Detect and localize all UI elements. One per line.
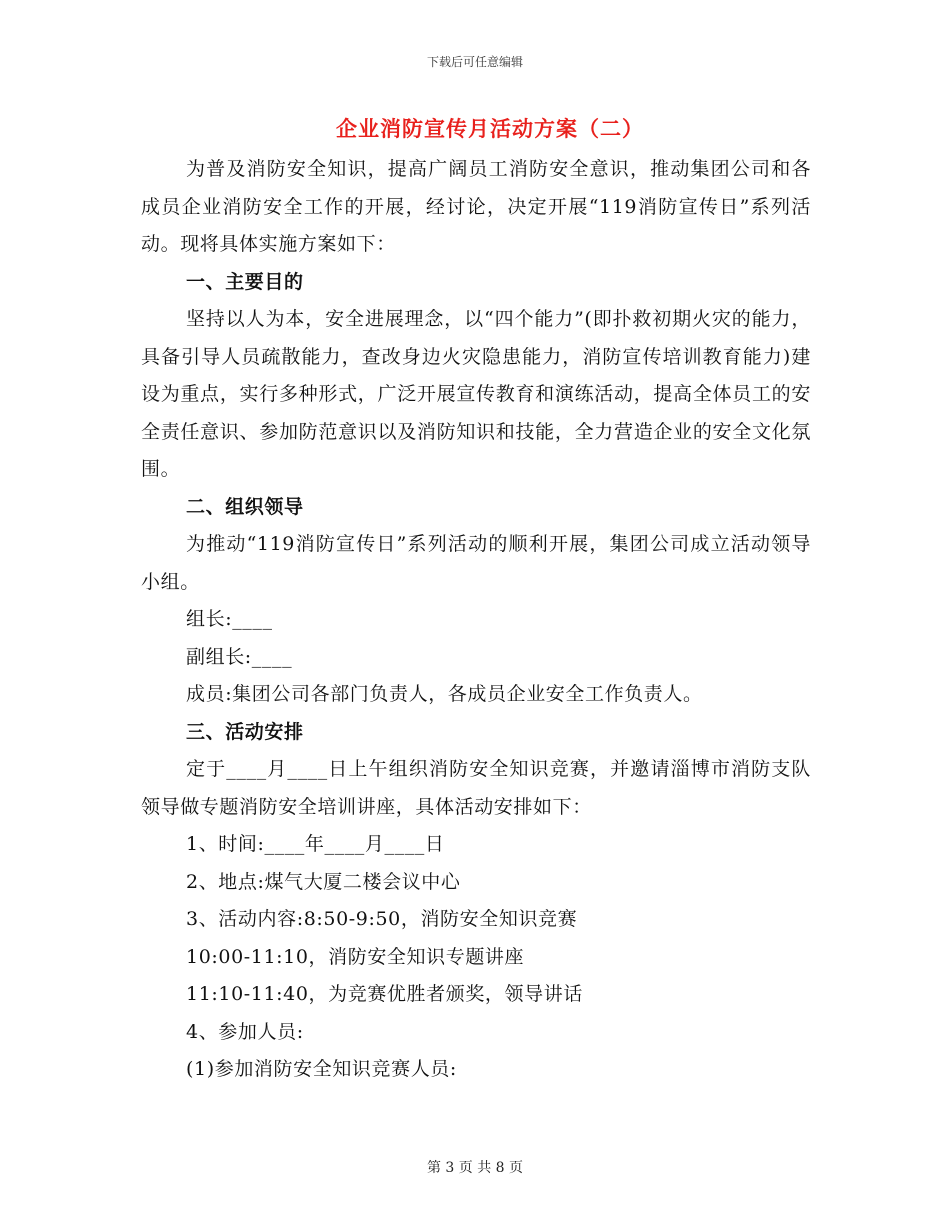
section-heading-organization: 二、组织领导: [186, 495, 304, 518]
header-note: 下载后可任意编辑: [426, 55, 523, 69]
schedule-item-location: 2、地点:煤气大厦二楼会议中心: [186, 870, 461, 893]
schedule-item-award: 11:10-11:40，为竞赛优胜者颁奖，领导讲话: [186, 983, 583, 1005]
page-number: 第 3 页 共 8 页: [426, 1160, 524, 1176]
members-line: 成员:集团公司各部门负责人，各成员企业安全工作负责人。: [186, 683, 703, 705]
organization-paragraph: 为推动“119消防宣传日”系列活动的顺利开展，集团公司成立活动领导小组。: [141, 533, 811, 593]
purpose-paragraph: 坚持以人为本，安全进展理念，以“四个能力”(即扑救初期火灾的能力，具备引导人员疏散能力，查改身边火灾隐患能力，消防宣传培训教育能力)建设为重点，实行多种形式，广泛开展宣传教育和演练活动，提高全体员工的安全责任意识、参加防范意识以及消防知识和技能，全力营造企业的安全文化氛围。: [141, 308, 811, 480]
leader-line: 组长:____: [186, 608, 273, 630]
section-heading-purpose: 一、主要目的: [186, 270, 304, 293]
schedule-paragraph: 定于____月____日上午组织消防安全知识竞赛，并邀请淄博市消防支队领导做专题消防安全培训讲座，具体活动安排如下：: [141, 758, 811, 818]
intro-paragraph: 为普及消防安全知识，提高广阔员工消防安全意识，推动集团公司和各成员企业消防安全工作的开展，经讨论，决定开展“119消防宣传日”系列活动。现将具体实施方案如下：: [141, 158, 811, 255]
schedule-item-participants: 4、参加人员:: [186, 1020, 304, 1043]
schedule-item-time: 1、时间:____年____月____日: [186, 833, 445, 855]
schedule-item-content: 3、活动内容:8:50-9:50，消防安全知识竞赛: [186, 908, 578, 930]
section-heading-schedule: 三、活动安排: [186, 720, 304, 743]
participants-subitem: (1)参加消防安全知识竞赛人员:: [186, 1058, 457, 1080]
deputy-leader-line: 副组长:____: [186, 645, 293, 668]
schedule-item-lecture: 10:00-11:10，消防安全知识专题讲座: [186, 945, 525, 968]
document-body: [141, 151, 811, 1089]
document-title: 企业消防宣传月活动方案（二）: [336, 116, 644, 141]
